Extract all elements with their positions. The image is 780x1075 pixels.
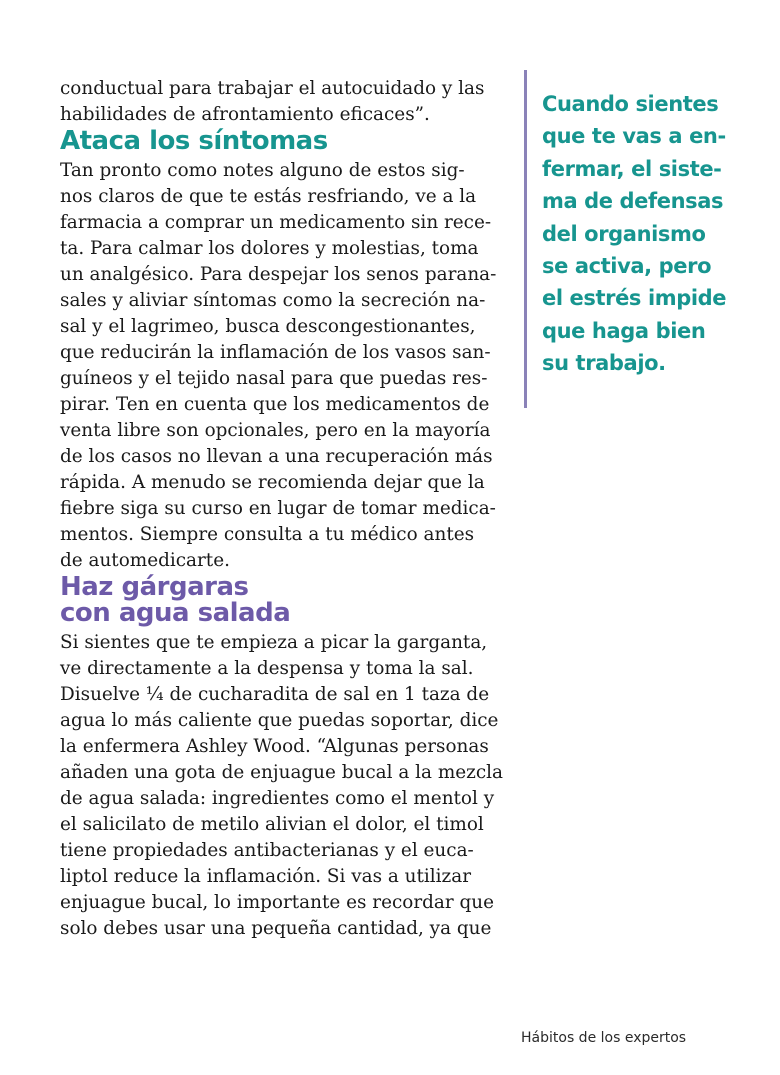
- section-body-ataca: [60, 158, 500, 574]
- vertical-rule-divider: [524, 70, 527, 408]
- body-line: Tan pronto como notes alguno de estos sig-: [60, 160, 465, 181]
- body-line: Si sientes que te empieza a picar la garganta,: [60, 632, 488, 653]
- section-heading-text: Haz gárgaras: [60, 572, 249, 602]
- body-line: un analgésico. Para despejar los senos parana-: [60, 264, 497, 285]
- body-line: guíneos y el tejido nasal para que puedas res-: [60, 368, 488, 389]
- pull-quote-sidebar: [524, 70, 744, 408]
- body-line: ta. Para calmar los dolores y molestias, toma: [60, 238, 479, 259]
- section-body-gargaras: [60, 630, 504, 942]
- body-line: fiebre siga su curso en lugar de tomar medica-: [60, 498, 496, 519]
- body-line: Disuelve ¼ de cucharadita de sal en 1 taza de: [60, 684, 490, 705]
- body-line: la enfermera Ashley Wood. “Algunas personas: [60, 736, 489, 757]
- body-line: liptol reduce la inflamación. Si vas a utilizar: [60, 866, 471, 887]
- pull-quote-line: se activa, pero: [542, 254, 712, 279]
- pull-quote-line: su trabajo.: [542, 351, 666, 376]
- running-footer: Hábitos de los expertos: [521, 1030, 687, 1046]
- body-line: venta libre son opcionales, pero en la mayoría: [60, 420, 491, 441]
- intro-paragraph: [60, 76, 500, 128]
- pull-quote-line: el estrés impide: [542, 286, 727, 311]
- pull-quote: [542, 88, 752, 380]
- body-line: nos claros de que te estás resfriando, ve a la: [60, 186, 477, 207]
- pull-quote-line: Cuando sientes: [542, 92, 719, 116]
- body-line: de los casos no llevan a una recuperación más: [60, 446, 493, 467]
- body-line: de automedicarte.: [60, 550, 230, 571]
- intro-line: conductual para trabajar el autocuidado y las: [60, 78, 485, 99]
- section-heading-gargaras: [60, 574, 500, 626]
- pull-quote-line: que haga bien: [542, 318, 706, 343]
- body-line: solo debes usar una pequeña cantidad, ya que: [60, 918, 492, 939]
- pull-quote-line: que te vas a en-: [542, 124, 726, 149]
- section-heading-text: Ataca los síntomas: [60, 126, 328, 156]
- body-line: añaden una gota de enjuague bucal a la mezcla: [60, 762, 504, 783]
- body-line: sales y aliviar síntomas como la secreción na-: [60, 290, 486, 311]
- body-line: ve directamente a la despensa y toma la sal.: [60, 658, 474, 679]
- pull-quote-line: ma de defensas: [542, 189, 724, 214]
- body-line: tiene propiedades antibacterianas y el euca-: [60, 840, 474, 861]
- body-line: rápida. A menudo se recomienda dejar que la: [60, 472, 485, 493]
- body-line: agua lo más caliente que puedas soportar, dice: [60, 710, 499, 731]
- body-line: el salicilato de metilo alivian el dolor, el timol: [60, 814, 484, 835]
- pull-quote-line: fermar, el siste-: [542, 156, 722, 181]
- body-line: que reducirán la inflamación de los vasos san-: [60, 342, 491, 363]
- section-heading-text: con agua salada: [60, 598, 291, 628]
- body-line: de agua salada: ingredientes como el mentol y: [60, 788, 495, 809]
- main-column: [60, 76, 504, 942]
- intro-line: habilidades de afrontamiento eficaces”.: [60, 104, 430, 125]
- pull-quote-line: del organismo: [542, 221, 706, 246]
- body-line: enjuague bucal, lo importante es recordar que: [60, 892, 494, 913]
- body-line: pirar. Ten en cuenta que los medicamentos de: [60, 394, 490, 415]
- body-line: sal y el lagrimeo, busca descongestionantes,: [60, 316, 476, 337]
- body-line: mentos. Siempre consulta a tu médico antes: [60, 524, 475, 545]
- section-heading-ataca: [60, 128, 500, 154]
- body-line: farmacia a comprar un medicamento sin rece-: [60, 212, 492, 233]
